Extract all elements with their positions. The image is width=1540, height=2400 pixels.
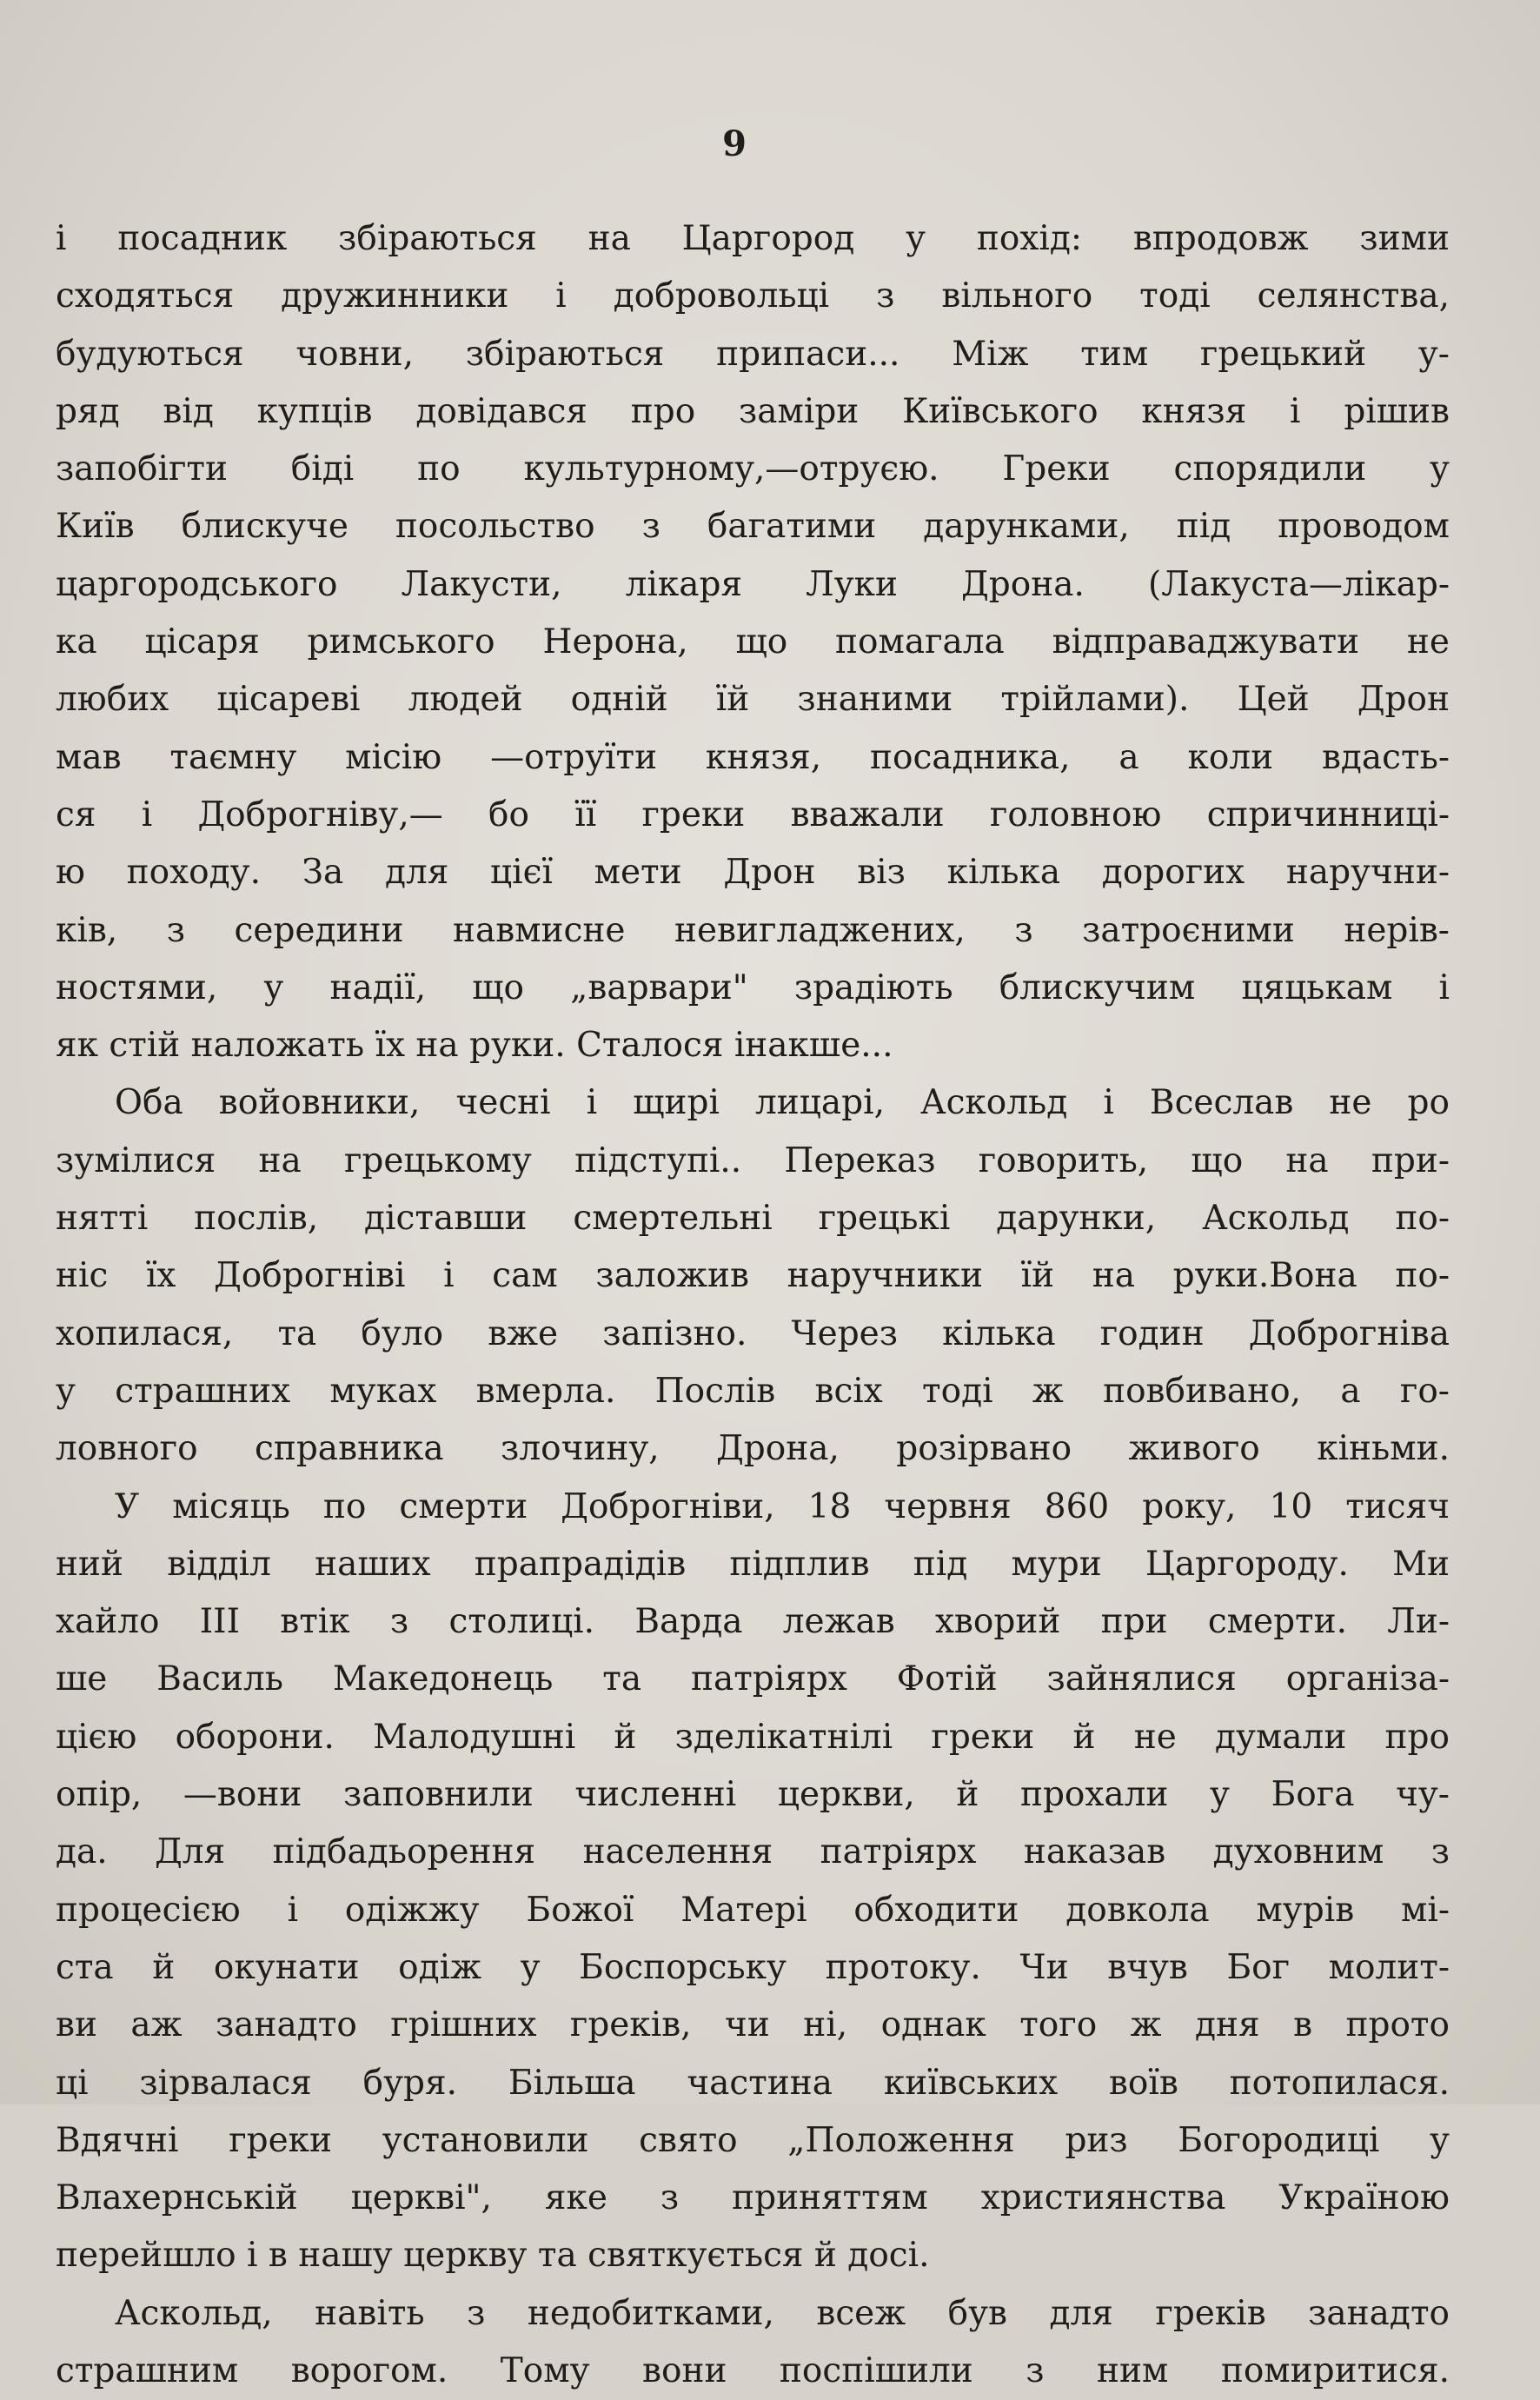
- text-line: процесією і одіжжу Божої Матері обходити довкола мурів мі-: [56, 1890, 1450, 1930]
- text-line: як стій наложать їх на руки. Сталося інакше...: [56, 1026, 893, 1066]
- text-line: ний відділ наших прапрадідів підплив під мури Царгороду. Ми: [56, 1544, 1450, 1584]
- text-line: нятті послів, діставши смертельні грецькі дарунки, Аскольд по-: [56, 1199, 1450, 1239]
- text-line: Київ блискуче посольство з багатими дарунками, під проводом: [56, 507, 1450, 547]
- text-line: хайло ІІІ втік з столиці. Варда лежав хворий при смерти. Ли-: [56, 1602, 1450, 1642]
- text-line: ю походу. За для цієї мети Дрон віз кілька дорогих наручни-: [56, 853, 1450, 893]
- text-line: ка цісаря римського Нерона, що помагала відправаджувати не: [56, 622, 1450, 662]
- text-line: ків, з середини навмисне невигладжених, з затроєними нерів-: [56, 910, 1450, 950]
- text-line: і посадник збіраються на Царгород у похід: впродовж зими: [56, 219, 1450, 258]
- text-line: мав таємну місію —отруїти князя, посадника, а коли вдасть-: [56, 737, 1450, 777]
- paragraph-1: [56, 210, 1450, 1074]
- text-line: ста й окунати одіж у Боспорську протоку. Чи вчув Бог молит-: [56, 1947, 1450, 1987]
- text-line: будуються човни, збіраються припаси... Між тим грецький у-: [56, 334, 1450, 374]
- text-line: ви аж занадто грішних греків, чи ні, однак того ж дня в прото: [56, 2005, 1450, 2045]
- text-line: запобігти біді по культурному,—отруєю. Греки спорядили у: [56, 449, 1450, 489]
- text-line: ше Василь Македонець та патріярх Фотій зайнялися організа-: [56, 1659, 1450, 1699]
- text-line: Влахернській церкві", яке з приняттям християнства Україною: [56, 2178, 1450, 2218]
- paragraph-4: [56, 2285, 1450, 2400]
- page-number: 9: [722, 123, 747, 164]
- text-line: у страшних муках вмерла. Послів всіх тоді ж повбивано, а го-: [56, 1371, 1450, 1411]
- text-line: зумілися на грецькому підступі.. Переказ говорить, що на при-: [56, 1140, 1450, 1180]
- text-line: ся і Доброгніву,— бо її греки вважали головною спричинниці-: [56, 794, 1450, 834]
- body-text: [56, 210, 1450, 2400]
- text-line: ловного справника злочину, Дрона, розірвано живого кіньми.: [56, 1429, 1450, 1469]
- text-line: да. Для підбадьорення населення патріярх наказав духовним з: [56, 1832, 1450, 1872]
- paragraph-3: [56, 1479, 1450, 2285]
- text-line: ностями, у надії, що „варвари" зрадіють блискучим цяцькам і: [56, 967, 1450, 1007]
- text-line: ніс їх Доброгніві і сам заложив наручники їй на руки.Вона по-: [56, 1256, 1450, 1296]
- text-line: опір, —вони заповнили численні церкви, й прохали у Бога чу-: [56, 1775, 1450, 1815]
- text-line: Оба войовники, чесні і щирі лицарі, Аскольд і Всеслав не ро: [115, 1083, 1450, 1123]
- text-line: цією оборони. Малодушні й зделікатнілі греки й не думали про: [56, 1717, 1450, 1757]
- text-line: любих цісареві людей одній їй знаними трійлами). Цей Дрон: [56, 680, 1450, 720]
- text-line: Вдячні греки установили свято „Положення риз Богородиці у: [56, 2120, 1450, 2160]
- text-line: ряд від купців довідався про заміри Київського князя і рішив: [56, 391, 1450, 431]
- text-line: У місяць по смерти Доброгніви, 18 червня 860 року, 10 тисяч: [115, 1486, 1450, 1526]
- text-line: страшним ворогом. Тому вони поспішили з ним помиритися.: [56, 2350, 1450, 2390]
- paragraph-2: [56, 1074, 1450, 1478]
- text-line: ці зірвалася буря. Більша частина київських воїв потопилася.: [56, 2063, 1450, 2103]
- text-line: перейшло і в нашу церкву та святкується й досі.: [56, 2236, 930, 2276]
- text-line: царгородського Лакусти, лікаря Луки Дрона. (Лакуста—лікар-: [56, 564, 1450, 604]
- text-line: хопилася, та було вже запізно. Через кілька годин Доброгніва: [56, 1313, 1450, 1353]
- text-line: сходяться дружинники і добровольці з вільного тоді селянства,: [56, 276, 1450, 316]
- text-line: Аскольд, навіть з недобитками, всеж був для греків занадто: [115, 2293, 1450, 2333]
